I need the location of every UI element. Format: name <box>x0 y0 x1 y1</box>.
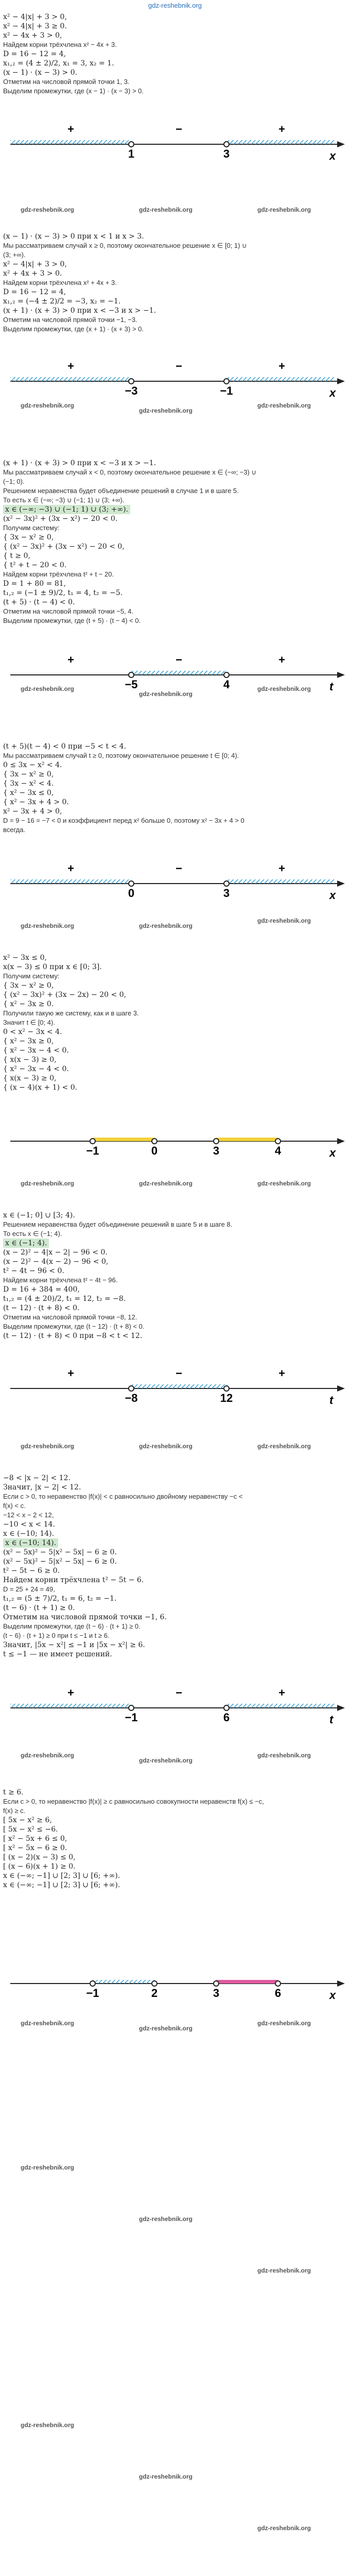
sign-label: − <box>176 653 182 666</box>
axis-variable: t <box>329 680 334 693</box>
axis-arrow <box>337 378 345 384</box>
number-line-svg <box>0 629 350 732</box>
point-marker <box>214 1139 219 1144</box>
text-line: Найдем корни трёхчлена x² − 4x + 3. <box>3 41 117 48</box>
text-line: { (x − 4)(x + 1) < 0. <box>3 1083 78 1092</box>
watermark-text: gdz-reshebnik.org <box>257 2267 311 2274</box>
sign-label: + <box>67 123 74 135</box>
sign-label: − <box>176 123 182 135</box>
text-line: [ 5x − x² ≥ 6, <box>3 1816 52 1824</box>
text-line: [ (x − 6)(x + 1) ≥ 0. <box>3 1862 76 1871</box>
watermark-text: gdz-reshebnik.org <box>257 2524 311 2532</box>
text-line: x² − 4x + 3 > 0, <box>3 31 62 40</box>
text-line: D = 9 − 16 = −7 < 0 и коэффициент перед x² больше 0, поэтому x² − 3x + 4 > 0 <box>3 817 244 824</box>
watermark-text: gdz-reshebnik.org <box>139 2025 193 2032</box>
point-marker <box>152 1981 157 1986</box>
text-line: Если c > 0, то неравенство |f(x)| < c равносильно двойному неравенству −c < <box>3 1493 243 1500</box>
text-line: (x + 1) · (x + 3) > 0 при x < −3 и x > −1. <box>3 459 156 467</box>
sign-label: + <box>278 1686 285 1699</box>
point-label: −1 <box>86 1144 99 1157</box>
point-marker <box>275 1981 281 1986</box>
axis-variable: x <box>329 889 336 902</box>
number-line-svg <box>0 1662 350 1765</box>
watermark-text: gdz-reshebnik.org <box>21 685 75 692</box>
point-label: −1 <box>86 1987 99 1999</box>
text-line: Значит, |x − 2| < 12. <box>3 1483 81 1492</box>
point-marker <box>129 1386 134 1391</box>
text-line: (t − 6) · (t + 1) ≥ 0. <box>3 1604 75 1612</box>
text-line: { x(x − 3) ≥ 0, <box>3 1074 57 1082</box>
text-line: x ∈ (−10; 14). <box>3 1530 55 1538</box>
hatched-interval <box>10 140 131 144</box>
text-line: { x² − 3x ≤ 0, <box>3 789 54 797</box>
axis-arrow <box>337 672 345 678</box>
point-label: −1 <box>220 384 233 397</box>
axis-arrow <box>337 1980 345 1987</box>
text-line: x(x − 3) ≤ 0 при x ∈ [0; 3]. <box>3 963 102 971</box>
watermark-text: gdz-reshebnik.org <box>139 922 193 929</box>
sign-label: − <box>176 360 182 372</box>
text-line: (x − 1) · (x − 3) > 0 при x < 1 и x > 3. <box>3 232 144 241</box>
point-label: 6 <box>274 1987 282 1999</box>
text-line: Найдем корни трёхчлена t² + t − 20. <box>3 570 114 578</box>
text-line: { t ≥ 0, <box>3 552 30 560</box>
watermark-text: gdz-reshebnik.org <box>257 1180 311 1187</box>
watermark-text: gdz-reshebnik.org <box>139 1180 193 1187</box>
text-line: Выделим промежутки, где (t + 5) · (t − 4) < 0. <box>3 617 141 624</box>
sign-label: + <box>278 653 285 666</box>
text-line: Найдем корни трёхчлена t² − 5t − 6. <box>3 1576 144 1584</box>
text-line: D = 25 + 24 = 49, <box>3 1585 55 1593</box>
text-line: −10 < x < 14. <box>3 1520 55 1529</box>
point-label: 3 <box>223 887 230 900</box>
text-line: x² − 3x + 4 > 0, <box>3 807 62 816</box>
text-line: [ 5x − x² ≤ −6. <box>3 1825 58 1834</box>
text-line: x₁,₂ = (4 ± 2)/2, x₁ = 3, x₂ = 1. <box>3 59 114 67</box>
text-line: Выделим промежутки, где (x − 1) · (x − 3) > 0. <box>3 87 144 95</box>
point-marker <box>90 1139 95 1144</box>
text-line: 0 < x² − 3x < 4. <box>3 1028 62 1036</box>
point-label: −1 <box>125 1711 138 1724</box>
watermark-text: gdz-reshebnik.org <box>139 690 193 698</box>
watermark-text: gdz-reshebnik.org <box>21 2020 75 2027</box>
text-line: { x² − 3x + 4 > 0. <box>3 798 69 806</box>
axis-arrow <box>337 1385 345 1392</box>
watermark-text: gdz-reshebnik.org <box>21 1180 75 1187</box>
watermark-text: gdz-reshebnik.org <box>257 685 311 692</box>
text-line: (−1; 0). <box>3 478 25 485</box>
text-line: D = 16 − 12 = 4, <box>3 50 66 58</box>
text-line: t ≥ 6. <box>3 1788 24 1797</box>
text-line: x² − 3x ≤ 0, <box>3 954 47 962</box>
axis-variable: x <box>329 149 336 162</box>
text-line: t² − 5t − 6 ≥ 0. <box>3 1567 60 1575</box>
watermark-text: gdz-reshebnik.org <box>21 2421 75 2429</box>
hatched-interval <box>93 1980 154 1984</box>
hatched-interval <box>10 879 131 884</box>
text-line: x² − 4|x| + 3 > 0, <box>3 13 67 21</box>
text-line: x ∈ (−1; 4). <box>3 1239 49 1248</box>
point-label: −5 <box>125 678 138 691</box>
point-label: 3 <box>223 147 230 160</box>
axis-arrow <box>337 141 345 147</box>
watermark-text: gdz-reshebnik.org <box>21 922 75 929</box>
text-line: x ∈ (−∞; −1] ∪ [2; 3] ∪ [6; +∞). <box>3 1872 120 1880</box>
number-line-svg <box>0 1342 350 1445</box>
text-line: (t − 12) · (t + 8) < 0 при −8 < t < 12. <box>3 1332 143 1340</box>
watermark-text: gdz-reshebnik.org <box>21 1752 75 1759</box>
point-marker <box>129 1705 134 1710</box>
text-line: Отметим на числовой прямой точки −1, −3. <box>3 316 137 324</box>
text-line: Выделим промежутки, где (t − 12) · (t + 8) < 0. <box>3 1323 145 1330</box>
point-marker <box>214 1981 219 1986</box>
text-line: t² − 4t − 96 < 0. <box>3 1267 64 1275</box>
hatched-interval <box>216 1980 278 1984</box>
sign-label: + <box>67 862 74 875</box>
point-label: 0 <box>151 1144 158 1157</box>
text-line: x₁,₂ = (−4 ± 2)/2 = −3, x₂ = −1. <box>3 297 121 306</box>
watermark-text: gdz-reshebnik.org <box>139 2215 193 2223</box>
watermark-text: gdz-reshebnik.org <box>139 206 193 213</box>
text-line: { x(x − 3) ≥ 0, <box>3 1056 57 1064</box>
text-line: D = 16 + 384 = 400, <box>3 1285 80 1294</box>
point-label: 4 <box>274 1144 282 1157</box>
text-line: [ (x − 2)(x − 3) ≤ 0, <box>3 1853 76 1861</box>
point-label: 1 <box>128 147 135 160</box>
watermark-text: gdz-reshebnik.org <box>257 917 311 924</box>
hatched-interval <box>226 377 335 381</box>
text-line: Выделим промежутки, где (x + 1) · (x + 3) > 0. <box>3 325 144 333</box>
watermark-text: gdz-reshebnik.org <box>21 1443 75 1450</box>
text-line: [ x² − 5x + 6 ≤ 0, <box>3 1835 67 1843</box>
watermark-text: gdz-reshebnik.org <box>139 1443 193 1450</box>
watermark-text: gdz-reshebnik.org <box>257 206 311 213</box>
point-marker <box>129 672 134 677</box>
watermark-text: gdz-reshebnik.org <box>21 402 75 409</box>
text-line: x ∈ (−∞; −1] ∪ [2; 3] ∪ [6; +∞). <box>3 1881 120 1889</box>
hatched-interval <box>216 1138 278 1141</box>
point-label: 6 <box>223 1711 230 1724</box>
text-line: { t² + t − 20 < 0. <box>3 561 67 569</box>
axis-variable: x <box>329 1989 336 2002</box>
axis-arrow <box>337 880 345 887</box>
point-marker <box>90 1981 95 1986</box>
point-label: −3 <box>125 384 138 397</box>
text-line: Мы рассматриваем случай x < 0, поэтому окончательное решение x ∈ (−∞; −3) ∪ <box>3 468 256 476</box>
hatched-interval <box>226 1704 335 1708</box>
point-marker <box>275 1139 281 1144</box>
watermark-text: gdz-reshebnik.org <box>139 1757 193 1764</box>
sign-label: + <box>67 653 74 666</box>
number-line <box>0 335 350 438</box>
text-line: Получим систему: <box>3 524 60 532</box>
watermark-text: gdz-reshebnik.org <box>139 2473 193 2480</box>
text-line: (x² − 5x)² − 5|x² − 5x| − 6 ≥ 0. <box>3 1548 117 1556</box>
point-label: 4 <box>223 678 230 691</box>
text-line: x ∈ (−10; 14). <box>3 1538 58 1548</box>
text-line: −12 < x − 2 < 12, <box>3 1511 54 1519</box>
text-line: x ∈ (−∞; −3) ∪ (−1; 1) ∪ (3; +∞). <box>3 505 130 514</box>
point-marker <box>129 881 134 886</box>
text-line: Выделим промежутки, где (t − 6) · (t + 1) ≥ 0. <box>3 1622 141 1630</box>
point-marker <box>224 379 229 384</box>
hatched-interval <box>131 1384 226 1388</box>
text-line: { 3x − x² ≥ 0, <box>3 770 54 778</box>
watermark-text: gdz-reshebnik.org <box>21 2164 75 2171</box>
watermark-text: gdz-reshebnik.org <box>139 407 193 414</box>
text-line: всегда. <box>3 826 26 834</box>
sign-label: − <box>176 1367 182 1380</box>
text-line: (x − 1) · (x − 3) > 0. <box>3 69 78 77</box>
hatched-interval <box>10 1704 131 1708</box>
sign-label: − <box>176 862 182 875</box>
text-line: (x² − 5x)² − 5|x² − 5x| − 6 ≥ 0. <box>3 1557 117 1566</box>
sign-label: + <box>278 360 285 372</box>
text-line: f(x) ≥ c. <box>3 1807 26 1815</box>
number-line <box>0 629 350 732</box>
text-line: (t + 5)(t − 4) < 0 при −5 < t < 4. <box>3 742 127 751</box>
point-label: 3 <box>213 1987 220 1999</box>
text-line: { x² − 3x − 4 < 0. <box>3 1046 69 1055</box>
number-line <box>0 1342 350 1445</box>
text-line: (t + 5) · (t − 4) < 0. <box>3 598 75 606</box>
text-line: x² + 4x + 3 > 0. <box>3 269 62 278</box>
text-line: Решением неравенства будет объединение решений в случае 1 и в шаге 5. <box>3 487 239 495</box>
point-marker <box>224 142 229 147</box>
text-line: { x² − 3x ≥ 0. <box>3 1000 54 1008</box>
text-line: (x − 2)² − 4|x − 2| − 96 < 0. <box>3 1248 108 1257</box>
text-line: Найдем корни трёхчлена x² + 4x + 3. <box>3 279 117 286</box>
site-header[interactable]: gdz-reshebnik.org <box>148 2 202 9</box>
axis-variable: x <box>329 386 336 399</box>
text-line: D = 1 + 80 = 81, <box>3 580 66 588</box>
sign-label: + <box>278 1367 285 1380</box>
watermark-text: gdz-reshebnik.org <box>257 1443 311 1450</box>
text-line: { x² − 3x ≥ 0, <box>3 1037 54 1045</box>
text-line: { x² − 3x − 4 < 0. <box>3 1065 69 1073</box>
text-line: Получили такую же систему, как и в шаге 3. <box>3 1009 139 1017</box>
text-line: Отметим на числовой прямой точки −8, 12. <box>3 1313 137 1321</box>
number-line-svg <box>0 98 350 201</box>
text-line: { (x² − 3x)² + (3x − 2x) − 20 < 0, <box>3 991 127 999</box>
text-line: (x² − 3x)² + (3x − x²) − 20 < 0. <box>3 515 118 523</box>
hatched-interval <box>93 1138 154 1141</box>
point-label: 12 <box>220 1392 233 1404</box>
text-line: (x + 1) · (x + 3) > 0 при x < −3 и x > −1. <box>3 307 156 315</box>
text-line: x² − 4|x| + 3 ≥ 0. <box>3 22 67 30</box>
sign-label: + <box>67 1367 74 1380</box>
text-line: t₁,₂ = (−1 ± 9)/2, t₁ = 4, t₂ = −5. <box>3 589 123 597</box>
text-line: (t − 6) · (t + 1) ≥ 0 при t ≤ −1 и t ≥ 6. <box>3 1632 110 1639</box>
point-label: 3 <box>213 1144 220 1157</box>
point-label: 0 <box>128 887 135 900</box>
text-line: t₁,₂ = (5 ± 7)/2, t₁ = 6, t₂ = −1. <box>3 1595 117 1603</box>
text-line: Решением неравенства будет объединение решений в шаге 5 и в шаге 8. <box>3 1221 233 1228</box>
text-line: { 3x − x² ≥ 0, <box>3 981 54 990</box>
point-marker <box>224 881 229 886</box>
point-marker <box>224 1705 229 1710</box>
text-line: f(x) < c. <box>3 1502 26 1510</box>
text-line: (t − 12) · (t + 8) < 0. <box>3 1304 80 1312</box>
point-marker <box>129 379 134 384</box>
text-line: То есть x ∈ (−1; 4). <box>3 1230 62 1238</box>
text-line: −8 < |x − 2| < 12. <box>3 1474 71 1482</box>
text-line: Отметим на числовой прямой точки −1, 6. <box>3 1613 167 1621</box>
axis-variable: t <box>329 1713 334 1726</box>
text-line: Значит, |5x − x²| ≤ −1 и |5x − x²| ≥ 6. <box>3 1641 145 1649</box>
axis-arrow <box>337 1705 345 1711</box>
hatched-interval <box>226 879 335 884</box>
text-line: t ≤ −1 — не имеет решений. <box>3 1650 112 1658</box>
text-line: Мы рассматриваем случай x ≥ 0, поэтому окончательное решение x ∈ [0; 1) ∪ <box>3 242 247 249</box>
text-line: Значит t ∈ [0; 4). <box>3 1019 55 1026</box>
text-line: 0 ≤ 3x − x² < 4. <box>3 761 62 769</box>
text-line: D = 16 − 12 = 4, <box>3 288 66 296</box>
sign-label: + <box>278 862 285 875</box>
number-line <box>0 1662 350 1765</box>
point-marker <box>224 1386 229 1391</box>
sign-label: − <box>176 1686 182 1699</box>
sign-label: + <box>67 360 74 372</box>
point-label: −8 <box>125 1392 138 1404</box>
point-marker <box>152 1139 157 1144</box>
watermark-text: gdz-reshebnik.org <box>257 2020 311 2027</box>
text-line: x² − 4|x| + 3 > 0, <box>3 260 67 268</box>
text-line: Если c > 0, то неравенство |f(x)| ≥ c равносильно совокупности неравенств f(x) ≤ −c, <box>3 1798 264 1805</box>
text-line: { 3x − x² ≥ 0, <box>3 533 54 541</box>
text-line: Отметим на числовой прямой точки −5, 4. <box>3 607 134 615</box>
watermark-text: gdz-reshebnik.org <box>21 206 75 213</box>
text-line: То есть x ∈ (−∞; −3) ∪ (−1; 1) ∪ (3; +∞). <box>3 496 125 504</box>
hatched-interval <box>10 377 131 381</box>
hatched-interval <box>226 140 335 144</box>
text-line: (x − 2)² − 4(x − 2) − 96 < 0, <box>3 1258 109 1266</box>
hatched-interval <box>131 671 226 675</box>
axis-variable: x <box>329 1146 336 1159</box>
number-line-svg <box>0 335 350 438</box>
point-label: 2 <box>151 1987 158 1999</box>
text-line: x ∈ (−1; 0] ∪ [3; 4). <box>3 1211 75 1219</box>
sign-label: + <box>278 123 285 135</box>
text-line: [ x² − 5x − 6 ≥ 0. <box>3 1844 67 1852</box>
text-line: Получим систему: <box>3 972 60 980</box>
text-line: Мы рассматриваем случай t ≥ 0, поэтому окончательное решение t ∈ [0; 4). <box>3 752 239 759</box>
number-line <box>0 98 350 201</box>
watermark-text: gdz-reshebnik.org <box>257 402 311 409</box>
axis-arrow <box>337 1138 345 1144</box>
text-line: { 3x − x² < 4. <box>3 779 54 788</box>
text-line: Отметим на числовой прямой точки 1, 3. <box>3 78 130 86</box>
text-line: Найдем корни трёхчлена t² − 4t − 96. <box>3 1276 118 1284</box>
sign-label: + <box>67 1686 74 1699</box>
point-marker <box>224 672 229 677</box>
axis-variable: t <box>329 1394 334 1406</box>
text-line: t₁,₂ = (4 ± 20)/2, t₁ = 12, t₂ = −8. <box>3 1295 126 1303</box>
point-marker <box>129 142 134 147</box>
watermark-text: gdz-reshebnik.org <box>257 1752 311 1759</box>
text-line: (3; +∞). <box>3 251 26 259</box>
text-line: { (x² − 3x)² + (3x − x²) − 20 < 0, <box>3 543 125 551</box>
